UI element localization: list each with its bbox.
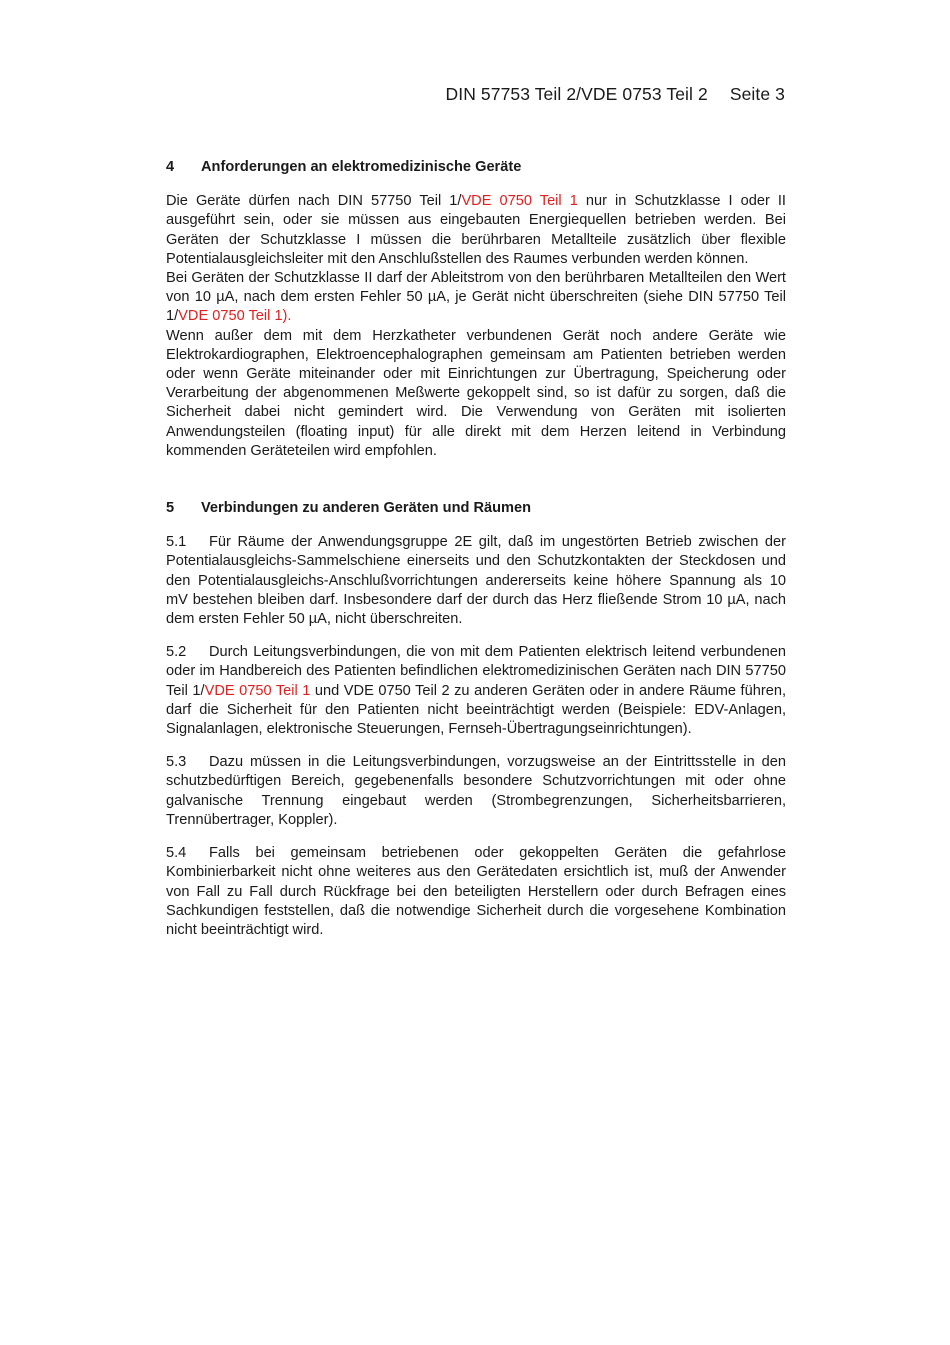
section-title: Anforderungen an elektromedizinische Geräte bbox=[201, 159, 522, 175]
subsection-5-2 bbox=[166, 643, 786, 739]
subsection-number: 5.4 bbox=[166, 845, 187, 862]
paragraph-text: Bei Geräten der Schutzklasse II darf der Ableitstrom von den berührbaren Metallteilen den Wert von 10 µA, nach dem ersten Fehler 50 µA, je Gerät nicht überschreiten (siehe DIN 57750 Teil 1/ bbox=[166, 270, 786, 325]
paragraph-text: nur in Schutzklasse I oder II ausgeführt sein, oder sie müssen aus eingebauten Energiequellen betrieben werden. Bei Geräten der Schutzklasse I müssen die berührbaren Metallteile zusätzlich über flexible Potentialausgleichsleiter mit den Anschlußstellen des Raumes verbunden werden können. bbox=[166, 193, 786, 267]
section-5-heading bbox=[166, 499, 786, 518]
section-4-paragraph-2 bbox=[166, 269, 786, 327]
subsection-text: und VDE 0750 Teil 2 zu anderen Geräten oder in andere Räume führen, darf die Sicherheit für den Patienten nicht beeinträchtigt werden (Beispiele: EDV-Anlagen, Signalanlagen, elektronische Steuerungen, Fernseh-Übertragungseinrichtungen). bbox=[166, 682, 786, 738]
subsection-text: Für Räume der Anwendungsgruppe 2E gilt, daß im ungestörten Betrieb zwischen der Potentialausgleichs-Sammelschiene einerseits und den Schutzkontakten der Steckdosen und den Potentialausgleichs-Anschlußvorrichtungen andererseits keine höhere Spannung als 10 mV bestehen bleiben darf. Insbesondere darf der durch das Herz fließende Strom 10 µA, nach dem ersten Fehler 50 µA, nicht überschreiten. bbox=[166, 534, 786, 628]
vde-0750-link[interactable]: VDE 0750 Teil 1 bbox=[461, 193, 578, 210]
section-4-paragraph-1 bbox=[166, 192, 786, 269]
paragraph-text: Die Geräte dürfen nach DIN 57750 Teil 1/ bbox=[166, 193, 462, 210]
document-body bbox=[166, 158, 786, 954]
page-number: Seite 3 bbox=[729, 84, 785, 104]
document-title: DIN 57753 Teil 2/VDE 0753 Teil 2 bbox=[445, 84, 708, 104]
subsection-text: Dazu müssen in die Leitungsverbindungen, vorzugsweise an der Eintrittsstelle in den schutzbedürftigen Bereich, gegebenenfalls besondere Schutzvorrichtungen mit oder ohne galvanische Trennung eingebaut werden (Strombegrenzungen, Sicherheitsbarrieren, Trennübertrager, Koppler). bbox=[166, 754, 786, 828]
section-number: 5 bbox=[166, 500, 175, 517]
subsection-text: Durch Leitungsverbindungen, die von mit dem Patienten elektrisch leitend verbundenen oder im Handbereich des Patienten befindlichen elektromedizinischen Geräten nach DIN 57750 Teil 1/ bbox=[166, 644, 786, 699]
vde-0750-link[interactable]: VDE 0750 Teil 1). bbox=[178, 308, 292, 325]
subsection-number: 5.2 bbox=[166, 644, 187, 661]
section-number: 4 bbox=[166, 159, 175, 175]
subsection-5-4 bbox=[166, 844, 786, 940]
section-title: Verbindungen zu anderen Geräten und Räumen bbox=[201, 500, 532, 517]
subsection-5-3 bbox=[166, 753, 786, 830]
subsection-number: 5.1 bbox=[166, 534, 187, 551]
vde-0750-link[interactable]: VDE 0750 Teil 1 bbox=[204, 682, 311, 699]
page-header bbox=[446, 84, 786, 105]
section-4-paragraph-3: Wenn außer dem mit dem Herzkatheter verbundenen Gerät noch andere Geräte wie Elektrokardiographen, Elektroencephalographen gemeinsam am Patienten betrieben werden oder wenn Geräte miteinander oder mit Einrichtungen zur Übertragung, Speicherung oder Verarbeitung der abgenommenen Meßwerte gekoppelt sind, so ist dafür zu sorgen, daß die Sicherheit dabei nicht gemindert wird. Die Verwendung von Geräten mit isolierten Anwendungsteilen (floating input) für alle direkt mit dem Herzen leitend in Verbindung kommenden Geräteteilen wird empfohlen. bbox=[166, 327, 786, 459]
subsection-text: Falls bei gemeinsam betriebenen oder gekoppelten Geräten die gefahrlose Kombinierbarkeit nicht ohne weiteres aus den Gerätedaten ersichtlich ist, muß der Anwender von Fall zu Fall durch Rückfrage bei den beteiligten Herstellern oder durch Befragen eines Sachkundigen feststellen, daß die notwendige Sicherheit durch die vorgesehene Kombination nicht beeinträchtigt wird. bbox=[166, 845, 786, 938]
subsection-number: 5.3 bbox=[166, 754, 187, 771]
subsection-5-1 bbox=[166, 533, 786, 629]
section-4-heading bbox=[166, 158, 786, 177]
